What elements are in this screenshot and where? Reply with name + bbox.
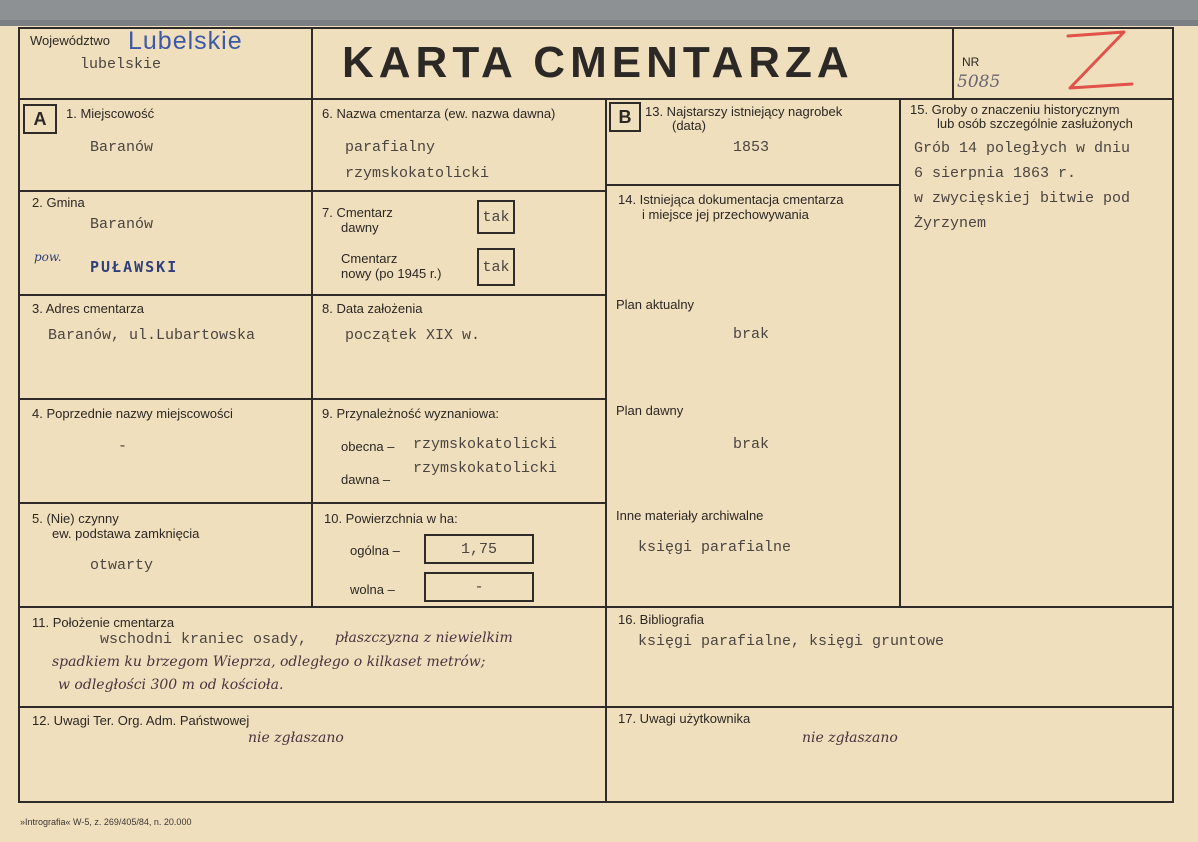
wojewodztwo-label: Województwo <box>30 33 110 48</box>
card-title: KARTA CMENTARZA <box>342 38 854 87</box>
groby-line-1: Grób 14 poległych w dniu <box>914 140 1131 157</box>
groby-label-2: lub osób szczególnie zasłużonych <box>937 116 1133 131</box>
polozenie-hand-3: w odległości 300 m od kościoła. <box>58 677 284 693</box>
nagrobek-value: 1853 <box>733 139 770 156</box>
gmina-value: Baranów <box>90 216 154 233</box>
cmentarz-dawny-label-2: dawny <box>341 220 379 235</box>
czynny-label: 5. (Nie) czynny <box>32 511 119 526</box>
nr-value: 5085 <box>957 72 1001 92</box>
col-divider-2 <box>605 99 607 802</box>
groby-line-2: 6 sierpnia 1863 r. <box>914 165 1077 182</box>
cmentarz-nowy-box: tak <box>477 248 515 286</box>
row-line-a2 <box>18 294 312 296</box>
poprzednie-label: 4. Poprzednie nazwy miejscowości <box>32 406 233 421</box>
nr-label: NR <box>962 55 980 69</box>
czynny-label-2: ew. podstawa zamknięcia <box>52 526 200 541</box>
groby-label: 15. Groby o znaczeniu historycznym <box>910 102 1120 117</box>
row-line-b1 <box>605 184 900 186</box>
section-a-box: A <box>23 104 57 134</box>
printer-footer: »Intrografia« W-5, z. 269/405/84, n. 20.000 <box>20 817 192 827</box>
top-tape-strip <box>0 0 1198 26</box>
red-z-mark <box>1060 26 1140 96</box>
frame-left <box>18 27 20 803</box>
powierzchnia-label: 10. Powierzchnia w ha: <box>324 511 458 526</box>
uwagi-uzytk-label: 17. Uwagi użytkownika <box>618 711 751 726</box>
row-line-m3 <box>311 398 606 400</box>
poprzednie-value: - <box>118 438 128 455</box>
adres-value: Baranów, ul.Lubartowska <box>48 327 256 344</box>
polozenie-hand-1: płaszczyzna z niewielkim <box>335 630 513 646</box>
col-divider-3 <box>899 99 901 607</box>
data-zalozenia-label: 8. Data założenia <box>322 301 423 316</box>
wojewodztwo-stamp: Lubelskie <box>128 27 243 55</box>
cmentarz-dawny-label: 7. Cmentarz <box>322 205 393 220</box>
groby-line-4: Żyrzynem <box>914 215 987 232</box>
powierzchnia-ogolna-box: 1,75 <box>424 534 534 564</box>
row-line-bottom-2 <box>18 706 1174 708</box>
przynaleznosc-dawna-value: rzymskokatolicki <box>413 460 558 477</box>
nazwa-value-1: parafialny <box>345 139 436 156</box>
cmentarz-dawny-box: tak <box>477 200 515 234</box>
powiat-label: pow. <box>34 250 62 264</box>
przynaleznosc-label: 9. Przynależność wyznaniowa: <box>322 406 500 421</box>
przynaleznosc-obecna-label: obecna – <box>341 439 395 454</box>
cmentarz-nowy-label-2: nowy (po 1945 r.) <box>341 266 442 281</box>
powiat-value: PUŁAWSKI <box>90 258 179 276</box>
cmentarz-nowy-label: Cmentarz <box>341 251 398 266</box>
przynaleznosc-obecna-value: rzymskokatolicki <box>413 436 558 453</box>
col-divider-1 <box>311 27 313 607</box>
inne-value: księgi parafialne <box>638 539 792 556</box>
powierzchnia-wolna-box: - <box>424 572 534 602</box>
plan-aktualny-label: Plan aktualny <box>616 297 695 312</box>
nagrobek-label: 13. Najstarszy istniejący nagrobek <box>645 104 843 119</box>
plan-dawny-label: Plan dawny <box>616 403 684 418</box>
nazwa-value-2: rzymskokatolicki <box>345 165 490 182</box>
miejscowosc-value: Baranów <box>90 139 154 156</box>
dokumentacja-label-2: i miejsce jej przechowywania <box>642 207 809 222</box>
polozenie-label: 11. Położenie cmentarza <box>32 615 175 630</box>
row-line-m2 <box>311 294 606 296</box>
nazwa-label: 6. Nazwa cmentarza (ew. nazwa dawna) <box>322 106 556 121</box>
row-line-m1 <box>311 190 606 192</box>
header-divider <box>18 98 1174 100</box>
row-line-m4 <box>311 502 606 504</box>
przynaleznosc-dawna-label: dawna – <box>341 472 391 487</box>
row-line-a1 <box>18 190 312 192</box>
row-line-a4 <box>18 502 312 504</box>
frame-bottom <box>18 801 1174 803</box>
polozenie-typed: wschodni kraniec osady, <box>100 631 308 648</box>
groby-line-3: w zwycięskiej bitwie pod <box>914 190 1131 207</box>
miejscowosc-label: 1. Miejscowość <box>66 106 155 121</box>
powierzchnia-ogolna-label: ogólna – <box>350 543 400 558</box>
czynny-value: otwarty <box>90 557 154 574</box>
uwagi-ter-label: 12. Uwagi Ter. Org. Adm. Państwowej <box>32 713 250 728</box>
header-nr-divider <box>952 27 954 99</box>
data-zalozenia-value: początek XIX w. <box>345 327 481 344</box>
plan-dawny-value: brak <box>733 436 770 453</box>
wojewodztwo-typed: lubelskie <box>80 56 162 73</box>
uwagi-ter-value: nie zgłaszano <box>248 730 344 746</box>
dokumentacja-label: 14. Istniejąca dokumentacja cmentarza <box>618 192 844 207</box>
bibliografia-label: 16. Bibliografia <box>618 612 704 627</box>
polozenie-hand-2: spadkiem ku brzegom Wieprza, odległego o kilkaset metrów; <box>52 654 486 670</box>
powierzchnia-wolna-label: wolna – <box>350 582 395 597</box>
row-line-a3 <box>18 398 312 400</box>
frame-right <box>1172 27 1174 803</box>
inne-label: Inne materiały archiwalne <box>616 508 764 523</box>
row-line-bottom-1 <box>18 606 1174 608</box>
nagrobek-label-2: (data) <box>672 118 706 133</box>
uwagi-uzytk-value: nie zgłaszano <box>802 730 898 746</box>
section-b-box: B <box>609 102 641 132</box>
bibliografia-value: księgi parafialne, księgi gruntowe <box>638 633 945 650</box>
gmina-label: 2. Gmina <box>32 195 85 210</box>
adres-label: 3. Adres cmentarza <box>32 301 144 316</box>
plan-aktualny-value: brak <box>733 326 770 343</box>
